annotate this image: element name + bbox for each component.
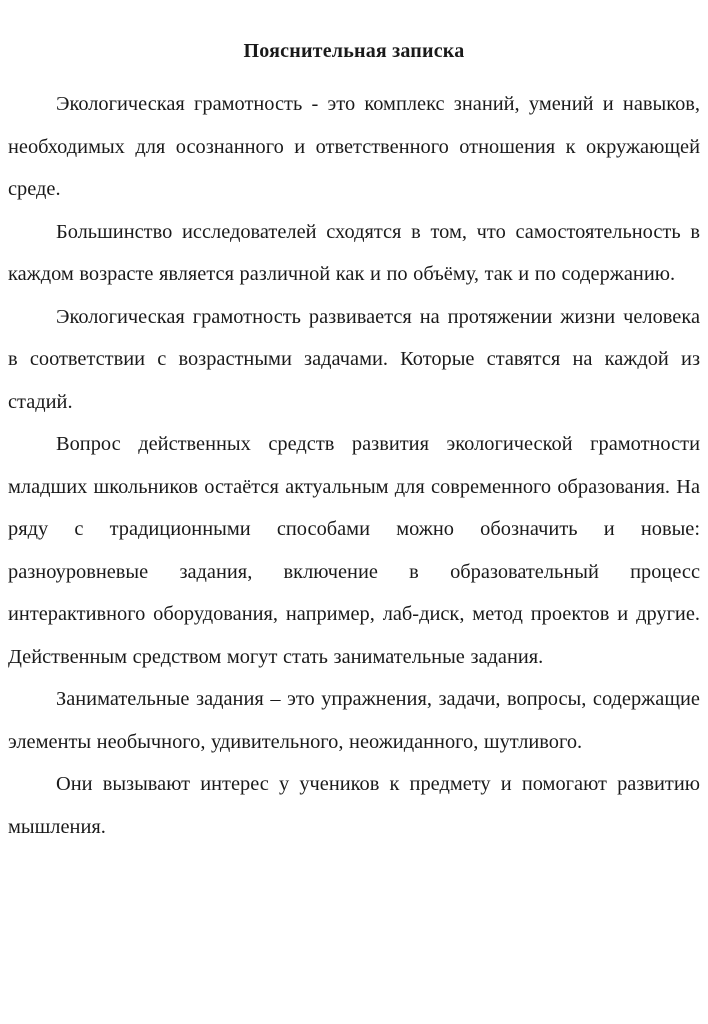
paragraph-literacy-development: Экологическая грамотность развивается на протяжении жизни человека в соответствии с возрастными задачами. Которые ставятся на каждой из стадий. — [8, 305, 700, 413]
paragraph-interest: Они вызывают интерес у учеников к предмету и помогают развитию мышления. — [8, 773, 700, 838]
paragraph-effective-means: Вопрос действенных средств развития экологической грамотности младших школьников остаётся актуальным для современного образования. На ряду с традиционными способами можно обозначить и новые: разноуровневые задания, включение в образовательный процесс интерактивного оборудования, например, лаб-диск, метод проектов и другие. Действенным средством могут стать занимательные задания. — [8, 433, 700, 668]
paragraph-researchers-agree: Большинство исследователей сходятся в том, что самостоятельность в каждом возрасте является различной как и по объёму, так и по содержанию. — [8, 220, 700, 285]
paragraph-ecological-literacy-definition: Экологическая грамотность - это комплекс знаний, умений и навыков, необходимых для осознанного и ответственного отношения к окружающей среде. — [8, 93, 700, 200]
page-title: Пояснительная записка — [243, 40, 465, 62]
paragraph-entertaining-tasks: Занимательные задания – это упражнения, задачи, вопросы, содержащие элементы необычного, удивительного, неожиданного, шутливого. — [8, 688, 700, 753]
